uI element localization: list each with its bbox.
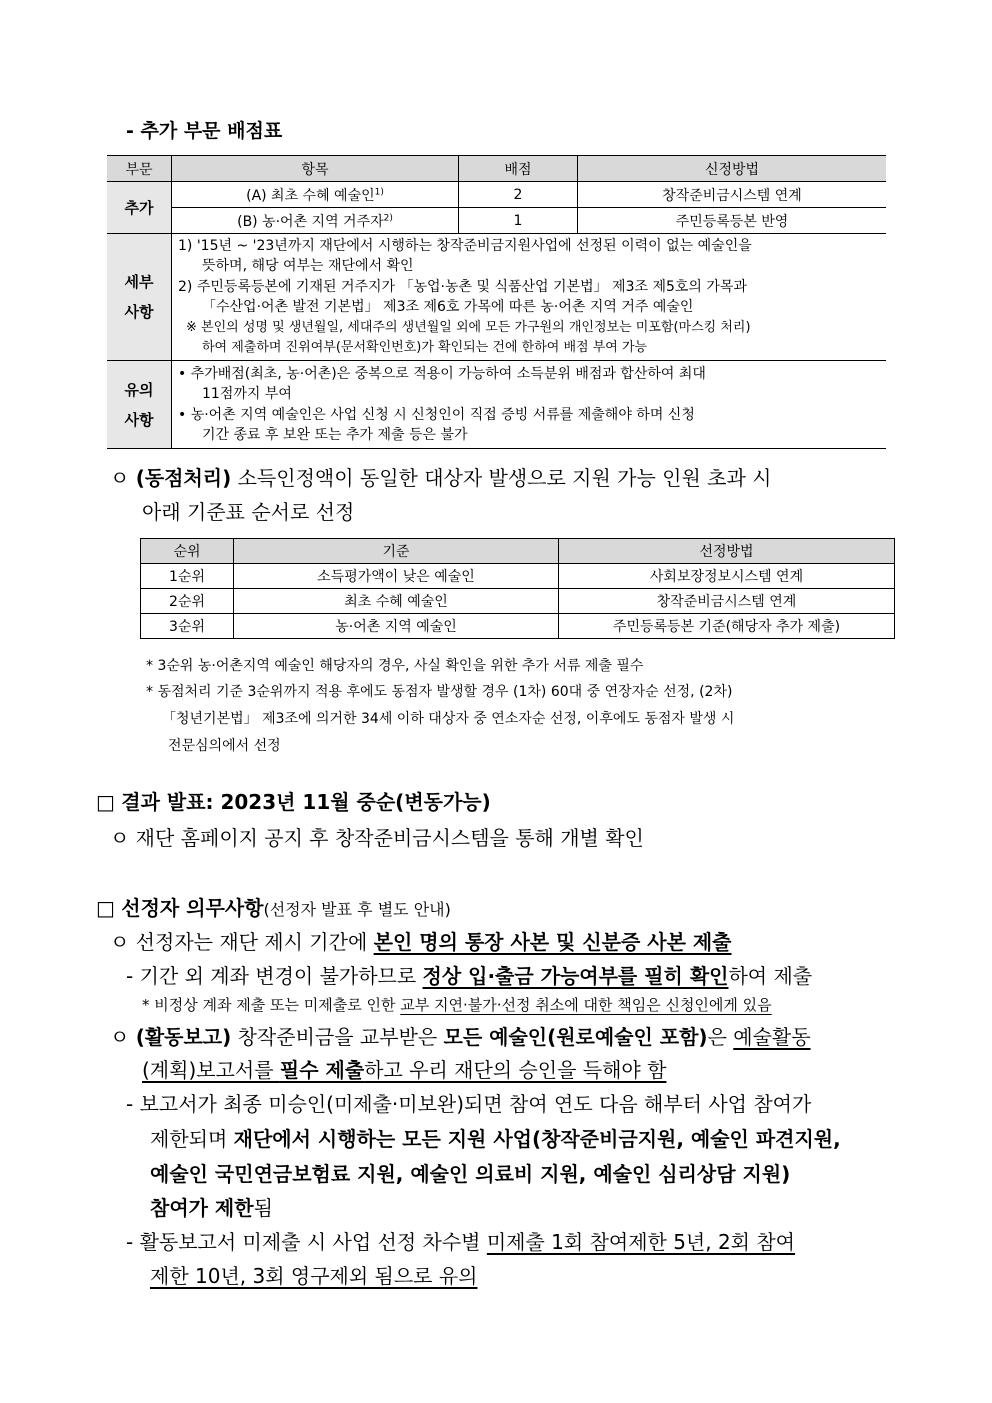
text-line: 1) '15년 ~ '23년까지 재단에서 시행하는 창작준비금지원사업에 선정된 이력이 없는 예술인을 [178,237,752,254]
duty-line [150,1192,273,1221]
detail-content [172,234,887,361]
text-segment: : 2023년 11월 중순(변동가능) [205,790,491,814]
text-segment: 됨 [253,1196,273,1220]
text-segment: □ [96,790,122,814]
method-cell: 창작준비금시스템 연계 [559,589,895,614]
text-segment: - 활동보고서 미제출 시 사업 선정 차수별 [126,1230,487,1254]
text-segment: 본인 명의 통장 사본 및 신분증 사본 제출 [373,930,732,954]
text-line: 하여 제출하며 진위여부(문서확인번호)가 확인되는 건에 한하여 배점 부여 가능 [202,340,648,355]
section-title: - 추가 부문 배점표 [126,120,283,142]
tie-note: 전문심의에서 선정 [168,738,281,754]
tie-break-line-2 [142,496,354,525]
item-cell [172,208,459,234]
text-segment: 참여가 제한 [150,1196,254,1220]
col-header: 기준 [234,539,559,564]
text-segment: □ [96,896,122,920]
text-segment: 아래 기준표 순서로 선정 [142,500,355,524]
duty-line [142,994,772,1015]
text-segment: - 보고서가 최종 미승인(미제출·미보완)되면 참여 연도 다음 해부터 사업 참여가 [126,1092,812,1116]
item-text: (B) 농·어촌 지역 거주자 [237,213,384,230]
text-segment: (동점처리) [135,466,232,490]
tie-note: * 3순위 농·어촌지역 예술인 해당자의 경우, 사실 확인을 위한 추가 서류 제출 필수 [146,658,644,674]
text-segment: 제한되며 [150,1127,234,1151]
text-segment: 필수 제출 [279,1058,365,1082]
criteria-cell: 최초 수혜 예술인 [234,589,559,614]
text-segment: - 기간 외 계좌 변경이 불가하므로 [126,964,423,988]
text-line: • 농·어촌 지역 예술인은 사업 신청 시 신청인이 직접 증빙 서류를 제출해야 하며 신청 [178,406,695,423]
duty-line [126,1088,811,1117]
footnote-ref: 1) [374,186,384,197]
col-header: 선정방법 [559,539,895,564]
bonus-score-table [107,155,886,449]
score-cell: 1 [459,208,578,234]
score-cell: 2 [459,182,578,208]
text-line: 뜻하며, 해당 여부는 재단에서 확인 [202,258,414,274]
col-header: 신정방법 [578,156,887,182]
text-segment: 예술인 국민연금보험료 지원, 예술인 의료비 지원, 예술인 심리상담 지원) [150,1162,791,1186]
text-line: 「수산업·어촌 발전 기본법」 제3조 제6호 가목에 따른 농·어촌 지역 거주 예술인 [202,299,694,315]
table-row [107,182,886,208]
tie-note: 「청년기본법」 제3조에 의거한 34세 이하 대상자 중 연소자순 선정, 이후에도 동점자 발생 시 [162,711,735,727]
text-segment: 은 [707,1025,734,1049]
note-row [107,361,886,449]
footnote-ref: 2) [383,212,393,223]
table-row [141,614,895,639]
rank-cell: 3순위 [141,614,234,639]
text-segment: (활동보고) [135,1025,232,1049]
col-header: 부문 [107,156,172,182]
method-cell: 주민등록등본 기준(해당자 추가 제출) [559,614,895,639]
method-cell: 주민등록등본 반영 [578,208,887,234]
text-segment: 결과 발표 [121,790,206,814]
text-segment: ㅇ 선정자는 재단 제시 기간에 [110,930,374,954]
duty-line [126,1226,795,1255]
text-line: 기간 종료 후 보완 또는 추가 제출 등은 불가 [202,427,468,443]
rank-cell: 2순위 [141,589,234,614]
group-label: 추가 [107,182,172,234]
note-label: 유의 사항 [107,361,172,449]
text-segment: 하고 우리 재단의 승인을 득해야 함 [364,1058,667,1082]
rank-cell: 1순위 [141,564,234,589]
result-heading [96,786,491,815]
text-segment: 모든 예술인(원로예술인 포함) [443,1025,708,1049]
text-segment: 선정자 의무사항 [121,896,264,920]
duty-line [150,1260,477,1289]
text-line: • 추가배점(최초, 농·어촌)은 중복으로 적용이 가능하여 소득분위 배점과 합산하여 최대 [178,365,706,382]
col-header: 배점 [459,156,578,182]
text-segment: 정상 입·출금 가능여부를 필히 확인 [422,964,729,988]
text-line: 11점까지 부여 [202,386,292,402]
text-segment: 제한 10년, 3회 영구제외 됨으로 유의 [150,1264,478,1288]
text-segment: ㅇ [110,466,136,490]
duty-line [126,960,812,989]
text-segment: ㅇ 재단 홈페이지 공지 후 창작준비금시스템을 통해 개별 확인 [110,826,644,850]
method-cell: 창작준비금시스템 연계 [578,182,887,208]
note-content [172,361,887,449]
duty-line [110,926,732,955]
detail-label: 세부 사항 [107,234,172,361]
table-header-row [141,539,895,564]
table-header-row [107,156,886,182]
table-row [141,564,895,589]
text-segment: 예술활동 [733,1025,811,1049]
text-segment: * 비정상 계좌 제출 또는 미제출로 인한 [142,996,401,1014]
text-segment: 소득인정액이 동일한 대상자 발생으로 지원 가능 인원 초과 시 [231,466,772,490]
duty-line [142,1054,666,1083]
text-segment: 창작준비금을 교부받은 [231,1025,444,1049]
text-segment: ㅇ [110,1025,136,1049]
tie-break-table [140,538,895,639]
duty-line [110,1021,811,1050]
col-header: 항목 [172,156,459,182]
table-row [107,208,886,234]
duty-line [150,1123,841,1152]
text-line: ※ 본인의 성명 및 생년월일, 세대주의 생년월일 외에 모든 가구원의 개인정보는 미포함(마스킹 처리) [186,319,751,335]
detail-row [107,234,886,361]
text-segment: (계획)보고서를 [142,1058,280,1082]
text-segment: 하여 제출 [728,964,813,988]
table-row [141,589,895,614]
criteria-cell: 농·어촌 지역 예술인 [234,614,559,639]
criteria-cell: 소득평가액이 낮은 예술인 [234,564,559,589]
result-line [110,822,644,851]
text-segment: (선정자 발표 후 별도 안내) [263,900,451,919]
tie-break-line-1 [110,462,771,491]
method-cell: 사회보장정보시스템 연계 [559,564,895,589]
item-cell [172,182,459,208]
text-segment: 미제출 1회 참여제한 5년, 2회 참여 [486,1230,796,1254]
text-segment: 교부 지연·불가·선정 취소에 대한 책임은 신청인에게 있음 [400,996,772,1014]
text-line: 2) 주민등록등본에 기재된 거주지가 「농업·농촌 및 식품산업 기본법」 제3조 제5호의 가목과 [178,278,747,295]
duty-line [150,1158,790,1187]
item-text: (A) 최초 수혜 예술인 [246,187,375,204]
col-header: 순위 [141,539,234,564]
duty-heading [96,892,451,921]
tie-note: * 동점처리 기준 3순위까지 적용 후에도 동점자 발생할 경우 (1차) 60대 중 연장자순 선정, (2차) [146,684,733,700]
text-segment: 재단에서 시행하는 모든 지원 사업(창작준비금지원, 예술인 파견지원, [233,1127,841,1151]
